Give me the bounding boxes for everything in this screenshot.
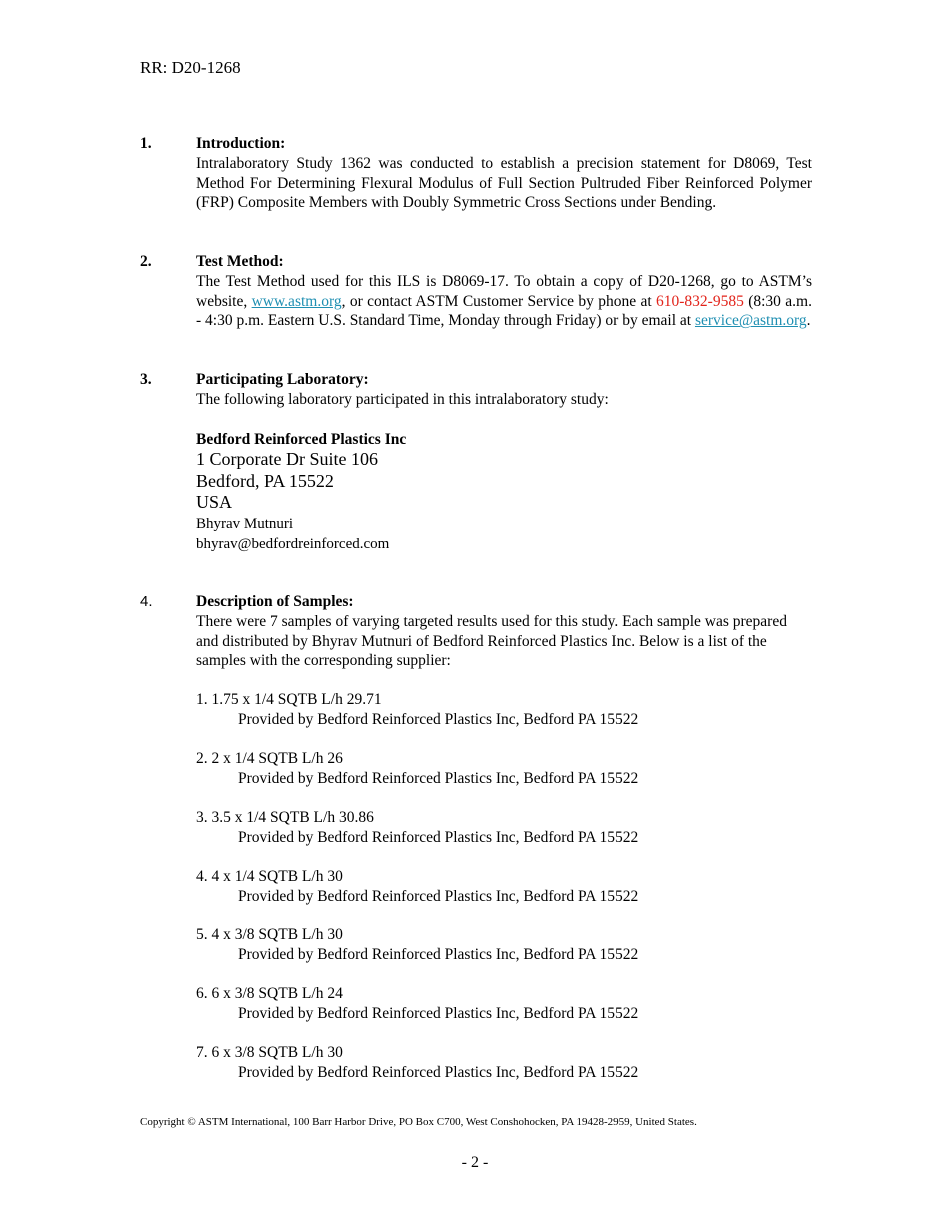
section-test-method bbox=[140, 252, 812, 331]
astm-website-link[interactable]: www.astm.org bbox=[251, 292, 342, 310]
lab-address-line1: 1 Corporate Dr Suite 106 bbox=[196, 449, 378, 470]
sample-provider: Provided by Bedford Reinforced Plastics Inc, Bedford PA 15522 bbox=[238, 945, 639, 963]
report-number-header: RR: D20-1268 bbox=[140, 58, 241, 77]
sample-provider: Provided by Bedford Reinforced Plastics Inc, Bedford PA 15522 bbox=[238, 769, 639, 787]
section-title: Participating Laboratory: bbox=[196, 371, 369, 388]
section-number: 1. bbox=[140, 135, 152, 152]
sample-provider: Provided by Bedford Reinforced Plastics Inc, Bedford PA 15522 bbox=[238, 1063, 639, 1081]
sample-label: 4. 4 x 1/4 SQTB L/h 30 bbox=[196, 868, 343, 885]
sample-label: 7. 6 x 3/8 SQTB L/h 30 bbox=[196, 1044, 343, 1061]
text-segment: (8:30 a.m. - 4:30 p.m. Eastern U.S. Standard Time, Monday through Friday) or by email at bbox=[196, 292, 812, 330]
sample-item bbox=[196, 867, 638, 907]
section-participating-laboratory bbox=[140, 370, 812, 554]
copyright-footer: Copyright © ASTM International, 100 Barr Harbor Drive, PO Box C700, West Conshohocken, PA 19428-2959, United States. bbox=[140, 1116, 697, 1128]
section-text: There were 7 samples of varying targeted results used for this study. Each sample was prepared and distributed by Bhyrav Mutnuri of Bedford Reinforced Plastics Inc. Below is a list of the samples with the corresponding supplier: bbox=[196, 612, 787, 670]
section-title: Description of Samples: bbox=[196, 593, 354, 610]
section-title: Test Method: bbox=[196, 253, 284, 270]
service-email-link[interactable]: service@astm.org bbox=[694, 312, 807, 330]
sample-label: 2. 2 x 1/4 SQTB L/h 26 bbox=[196, 750, 343, 767]
lab-country: USA bbox=[196, 492, 233, 513]
section-text: Intralaboratory Study 1362 was conducted to establish a precision statement for D8069, Test Method For Determining Flexural Modulus of Full Section Pultruded Fiber Reinforced Polymer (FRP) Composite Members with Doubly Symmetric Cross Sections under Bending. bbox=[196, 154, 812, 212]
sample-item bbox=[196, 749, 638, 789]
sample-label: 1. 1.75 x 1/4 SQTB L/h 29.71 bbox=[196, 691, 382, 708]
phone-number: 610-832-9585 bbox=[656, 292, 744, 310]
sample-item bbox=[196, 808, 638, 848]
sample-provider: Provided by Bedford Reinforced Plastics Inc, Bedford PA 15522 bbox=[238, 1004, 639, 1022]
section-text bbox=[196, 272, 812, 331]
section-title: Introduction: bbox=[196, 135, 286, 152]
lab-contact-name: Bhyrav Mutnuri bbox=[196, 515, 294, 532]
sample-label: 3. 3.5 x 1/4 SQTB L/h 30.86 bbox=[196, 809, 374, 826]
sample-label: 5. 4 x 3/8 SQTB L/h 30 bbox=[196, 926, 343, 943]
sample-item bbox=[196, 1043, 638, 1083]
sample-provider: Provided by Bedford Reinforced Plastics Inc, Bedford PA 15522 bbox=[238, 710, 639, 728]
section-number: 2. bbox=[140, 253, 152, 270]
sample-provider: Provided by Bedford Reinforced Plastics Inc, Bedford PA 15522 bbox=[238, 828, 639, 846]
sample-label: 6. 6 x 3/8 SQTB L/h 24 bbox=[196, 985, 343, 1002]
text-segment: , or contact ASTM Customer Service by phone at bbox=[341, 292, 657, 310]
sample-item bbox=[196, 984, 638, 1024]
section-number: 4. bbox=[140, 593, 153, 610]
sample-item bbox=[196, 690, 638, 730]
section-introduction bbox=[140, 134, 812, 213]
lab-name: Bedford Reinforced Plastics Inc bbox=[196, 430, 407, 448]
section-number: 3. bbox=[140, 371, 152, 388]
text-segment: . bbox=[806, 312, 811, 330]
page-number: - 2 - bbox=[461, 1154, 489, 1171]
text-segment: The Test Method used for this ILS is D8069-17. To obtain a copy of D20-1268, go to ASTM’s website, bbox=[196, 272, 812, 310]
lab-contact-email: bhyrav@bedfordreinforced.com bbox=[196, 535, 390, 552]
sample-provider: Provided by Bedford Reinforced Plastics Inc, Bedford PA 15522 bbox=[238, 887, 639, 905]
sample-item bbox=[196, 925, 638, 965]
section-text: The following laboratory participated in this intralaboratory study: bbox=[196, 390, 609, 408]
lab-address-line2: Bedford, PA 15522 bbox=[196, 470, 334, 491]
section-description-of-samples bbox=[140, 592, 812, 671]
